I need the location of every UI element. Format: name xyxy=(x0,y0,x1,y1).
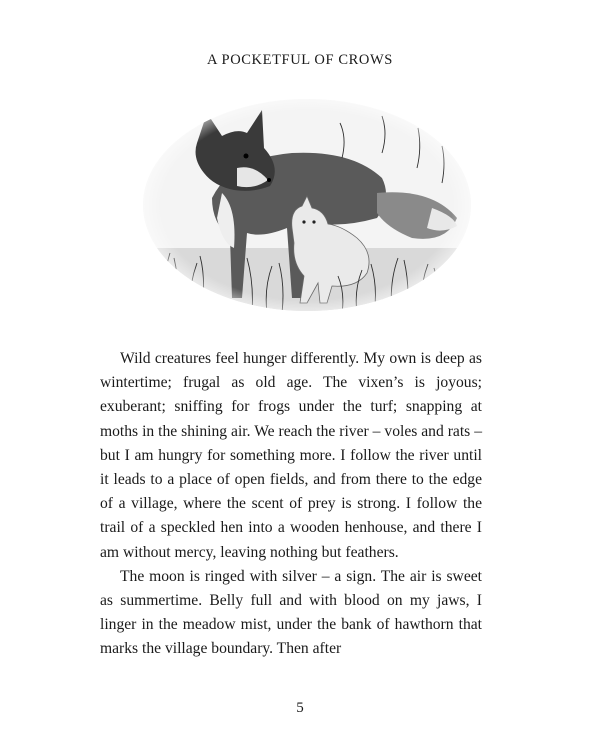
page-number: 5 xyxy=(296,700,304,716)
fox-illustration xyxy=(142,98,472,313)
body-text xyxy=(100,347,482,662)
paragraph: The moon is ringed with silver – a sign. The air is sweet as summertime. Belly full and with blood on my jaws, I linger in the meadow mist, under the bank of hawthorn that marks the village boundary. Then after xyxy=(100,567,482,658)
running-head: A POCKETFUL OF CROWS xyxy=(207,52,393,68)
paragraph: Wild creatures feel hunger differently. My own is deep as wintertime; frugal as old age. The vixen’s is joyous; exuberant; sniffing for frogs under the turf; snapping at moths in the shining air. We reach the river – voles and rats – but I am hungry for something more. I follow the river until it leads to a place of open fields, and from there to the edge of a village, where the scent of prey is strong. I follow the trail of a speckled hen into a wooden henhouse, and there I am without mercy, leaving nothing but feathers. xyxy=(100,350,482,561)
